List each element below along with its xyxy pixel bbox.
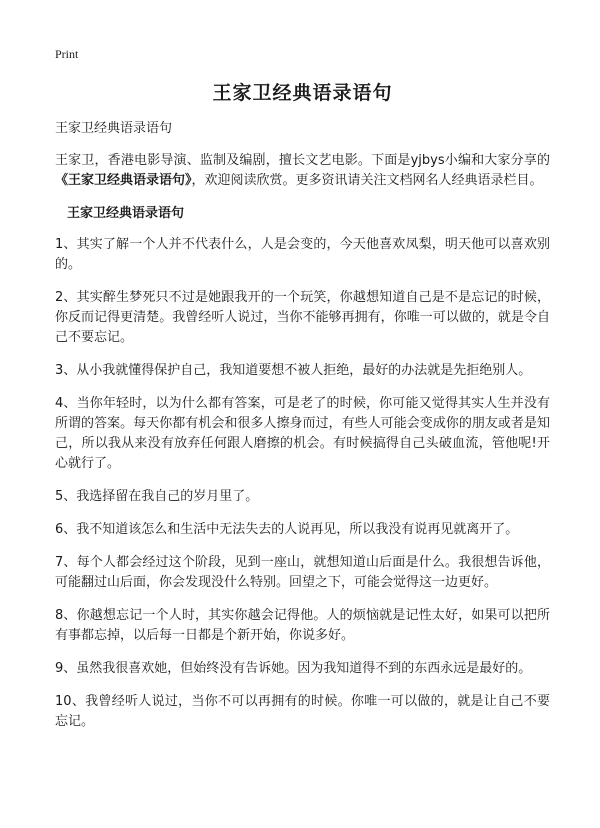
quote-item: 10、我曾经听人说过，当你不可以再拥有的时候。你唯一可以做的，就是让自己不要忘记。 <box>55 694 550 729</box>
section-heading: 王家卫经典语录语句 <box>67 206 185 221</box>
quote-item: 6、我不知道该怎么和生活中无法失去的人说再见，所以我没有说再见就离开了。 <box>55 522 519 537</box>
quote-item: 8、你越想忘记一个人时，其实你越会记得他。人的烦恼就是记性太好，如果可以把所有事都忘掉，以后每一日都是个新开始，你说多好。 <box>55 608 550 643</box>
subtitle: 王家卫经典语录语句 <box>55 121 173 136</box>
quote-item: 9、虽然我很喜欢她，但始终没有告诉她。因为我知道得不到的东西永远是最好的。 <box>55 661 532 676</box>
quote-item: 5、我选择留在我自己的岁月里了。 <box>55 489 259 504</box>
quote-item: 3、从小我就懂得保护自己，我知道要想不被人拒绝，最好的办法就是先拒绝别人。 <box>55 363 532 378</box>
quote-item: 2、其实醉生梦死只不过是她跟我开的一个玩笑，你越想知道自己是不是忘记的时候，你反而记得更清楚。我曾经听人说过，当你不能够再拥有，你唯一可以做的，就是令自己不要忘记。 <box>55 290 550 345</box>
quote-item: 1、其实了解一个人并不代表什么，人是会变的，今天他喜欢凤梨，明天他可以喜欢别的。 <box>55 237 550 272</box>
intro-text-after: ，欢迎阅读欣赏。更多资讯请关注文档网名人经典语录栏目。 <box>191 173 543 188</box>
quote-item: 7、每个人都会经过这个阶段，见到一座山，就想知道山后面是什么。我很想告诉他，可能翻过山后面，你会发现没什么特别。回望之下，可能会觉得这一边更好。 <box>55 555 550 590</box>
quote-item: 4、当你年轻时，以为什么都有答案，可是老了的时候，你可能又觉得其实人生并没有所谓的答案。每天你都有机会和很多人擦身而过，有些人可能会变成你的朋友或者是知己，所以我从来没有放弃任何跟人磨擦的机会。有时候搞得自己头破血流，管他呢!开心就行了。 <box>55 396 550 471</box>
page-title: 王家卫经典语录语句 <box>212 82 393 104</box>
intro-paragraph <box>55 151 550 191</box>
intro-bold-title: 《王家卫经典语录语句》 <box>55 173 192 188</box>
print-link[interactable]: Print <box>55 47 79 61</box>
intro-text-before: 王家卫，香港电影导演、监制及编剧，擅长文艺电影。下面是yjbys小编和大家分享的 <box>55 153 550 168</box>
quote-list <box>55 235 550 732</box>
